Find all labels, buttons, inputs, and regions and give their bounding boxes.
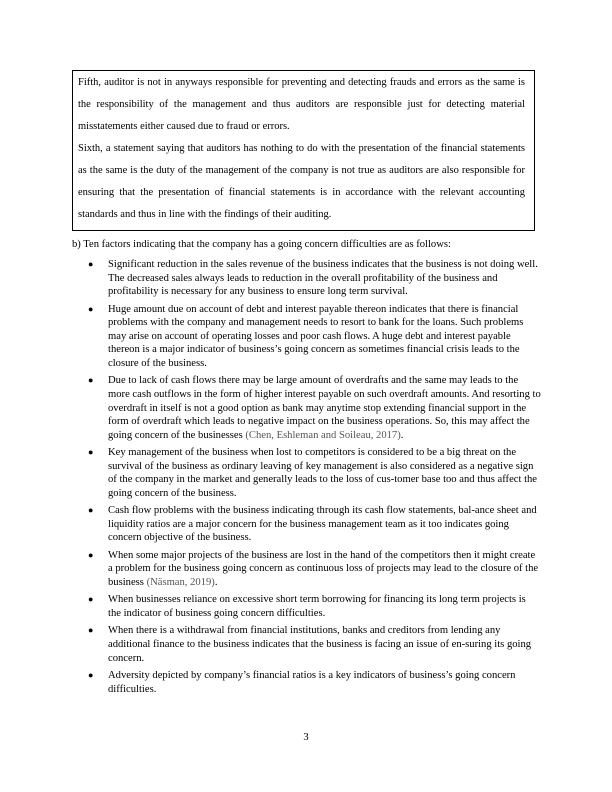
citation-link[interactable]: (Chen, Eshleman and Soileau, 2017)	[245, 429, 401, 441]
page-number: 3	[303, 732, 309, 743]
list-item: ● When there is a withdrawal from financial institutions, banks and creditors from lending any additional finance to the business indicates that the business is facing an issue of en-suring its going concern.	[88, 625, 532, 664]
bullet-icon: ●	[88, 259, 94, 269]
bullet-icon: ●	[88, 447, 94, 458]
list-item: ● Adversity depicted by company’s financial ratios is a key indicators of business’s going concern difficulties.	[88, 670, 516, 695]
section-b-intro: b) Ten factors indicating that the company has a going concern difficulties are as follows:	[72, 239, 451, 250]
bullet-icon: ●	[88, 375, 94, 386]
box-paragraph-fifth: Fifth, auditor is not in anyways responsible for preventing and detecting frauds and errors as the same is the responsibility of the management and thus auditors are responsible just for detecting material misstatements either caused due to fraud or errors.	[78, 77, 525, 132]
list-item: ● When businesses reliance on excessive short term borrowing for financing its long term projects is the indicator of business going concern difficulties.	[88, 594, 526, 620]
factor-list	[86, 258, 541, 700]
list-item: ● When some major projects of the business are lost in the hand of the competitors then it might create a problem for the business going concern as continuous loss of projects may lead to the closure of the business (Näsman, 2019).	[88, 549, 539, 589]
citation-link[interactable]: (Näsman, 2019)	[146, 577, 215, 589]
bullet-icon: ●	[88, 549, 94, 560]
list-item: ● Huge amount due on account of debt and interest payable thereon indicates that there is financial problems with the company and management needs to resort to bank for the loans. Such problems may arise on account of operating losses and poor cash flows. A huge debt and interest payable thereon is a major indicator of business’s going concern as sometimes financial crisis leads to the closure of the business.	[88, 303, 524, 369]
bullet-icon: ●	[88, 303, 94, 314]
list-item: ● Due to lack of cash flows there may be large amount of overdrafts and the same may leads to the more cash outflows in the form of higher interest payable on such overdraft amounts. And resorting to overdraft in itself is not a good option as bank may anytime stop extending financial support in the form of overdraft which leads to negative impact on the business operations. So, this may affect the going concern of the businesses (Chen, Eshleman and Soileau, 2017).	[88, 375, 541, 441]
bullet-icon: ●	[88, 505, 94, 516]
answer-box	[72, 70, 535, 231]
list-item: ● Cash flow problems with the business indicating through its cash flow statements, bal-ance sheet and liquidity ratios are a major concern for the business management team as it too indicates going concern objective of the business.	[88, 505, 537, 544]
bullet-icon: ●	[88, 670, 94, 680]
box-paragraph-sixth: Sixth, a statement saying that auditors has nothing to do with the presentation of the financial statements as the same is the duty of the management of the company is not true as auditors are also responsible for ensuring that the presentation of financial statements is in accordance with the relevant accounting standards and thus in line with the findings of their auditing.	[78, 143, 525, 220]
bullet-icon: ●	[88, 625, 94, 636]
list-item: ● Significant reduction in the sales revenue of the business indicates that the business is not doing well. The decreased sales always leads to reduction in the overall profitability of the business and profitability is necessary for any business to ensure long term survival.	[88, 259, 538, 298]
list-item: ● Key management of the business when lost to competitors is considered to be a big threat on the survival of the business as ordinary leaving of key management is also considered as a negative sign of the company in the market and generally leads to the loss of cus-tomer base too and thus affect the going concern of the business.	[88, 447, 538, 499]
bullet-icon: ●	[88, 594, 94, 605]
